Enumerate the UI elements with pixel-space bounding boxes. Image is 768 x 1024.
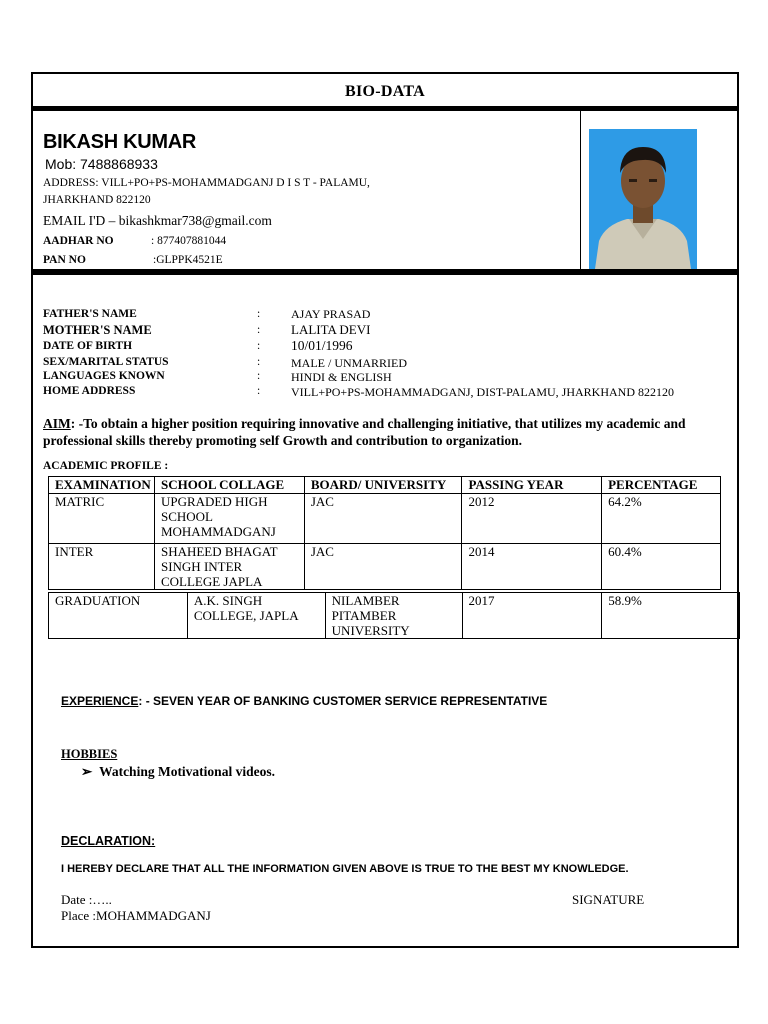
personal-label: HOME ADDRESS (43, 385, 136, 397)
column-header: BOARD/ UNIVERSITY (304, 477, 462, 494)
header-top-rule (33, 106, 739, 111)
table-cell: 58.9% (602, 593, 740, 639)
person-photo-icon (589, 129, 697, 269)
aim-label: AIM (43, 416, 71, 431)
table-cell: GRADUATION (49, 593, 188, 639)
aadhar-value: : 877407881044 (151, 235, 227, 247)
aadhar-label: AADHAR NO (43, 235, 114, 247)
table-cell: JAC (304, 494, 462, 544)
personal-sep: : (257, 340, 261, 352)
declaration-heading: DECLARATION: (61, 834, 156, 848)
address-line-2: JHARKHAND 822120 (43, 194, 151, 206)
declaration-text: I HEREBY DECLARE THAT ALL THE INFORMATION GIVEN ABOVE IS TRUE TO THE BEST MY KNOWLEDGE. (61, 863, 629, 875)
table-cell: 60.4% (602, 544, 721, 590)
aim-text-1: : -To obtain a higher position requiring innovative and challenging initiative, that utilizes my academic and (70, 416, 686, 431)
candidate-photo (589, 129, 697, 269)
photo-divider (580, 111, 581, 269)
candidate-name: BIKASH KUMAR (43, 131, 197, 153)
table-cell: 2012 (462, 494, 602, 544)
personal-value: HINDI & ENGLISH (291, 370, 392, 384)
personal-label: MOTHER'S NAME (43, 323, 152, 337)
table-cell: 64.2% (602, 494, 721, 544)
personal-label: DATE OF BIRTH (43, 340, 133, 352)
academic-table (48, 476, 721, 590)
personal-sep: : (257, 385, 261, 397)
pan-label: PAN NO (43, 254, 86, 266)
personal-value: 10/01/1996 (291, 338, 353, 353)
pan-value: :GLPPK4521E (153, 254, 223, 266)
biodata-frame (31, 72, 739, 948)
column-header: EXAMINATION (49, 477, 155, 494)
personal-label: FATHER'S NAME (43, 308, 137, 320)
hobby-item (81, 764, 275, 780)
hobby-text: Watching Motivational videos. (99, 764, 275, 779)
academic-table-graduation (48, 592, 740, 639)
address-line-1: ADDRESS: VILL+PO+PS-MOHAMMADGANJ D I S T - PALAMU, (43, 177, 370, 189)
personal-sep: : (257, 324, 261, 336)
personal-value: AJAY PRASAD (291, 307, 371, 321)
column-header: PERCENTAGE (602, 477, 721, 494)
table-cell: 2014 (462, 544, 602, 590)
table-cell: INTER (49, 544, 155, 590)
personal-value: VILL+PO+PS-MOHAMMADGANJ, DIST-PALAMU, JHARKHAND 822120 (291, 385, 675, 399)
experience-line (61, 694, 547, 708)
personal-label: SEX/MARITAL STATUS (43, 356, 169, 368)
table-row (49, 544, 721, 590)
email-address: EMAIL I'D – bikashkmar738@gmail.com (43, 213, 272, 228)
academic-heading: ACADEMIC PROFILE : (43, 460, 169, 472)
date-field: Date :….. (61, 892, 112, 907)
experience-text: : - SEVEN YEAR OF BANKING CUSTOMER SERVICE REPRESENTATIVE (138, 694, 548, 708)
table-cell: 2017 (462, 593, 602, 639)
header-bottom-rule (33, 269, 739, 275)
personal-value: LALITA DEVI (291, 322, 371, 337)
table-cell: JAC (304, 544, 462, 590)
experience-label: EXPERIENCE (61, 694, 139, 708)
table-cell: NILAMBER PITAMBER UNIVERSITY (325, 593, 462, 639)
signature-label: SIGNATURE (572, 892, 645, 907)
page-title: BIO-DATA (344, 83, 426, 100)
table-cell: MATRIC (49, 494, 155, 544)
personal-sep: : (257, 356, 261, 368)
table-cell: A.K. SINGH COLLEGE, JAPLA (187, 593, 325, 639)
mobile-number: Mob: 7488868933 (45, 156, 158, 172)
table-cell: UPGRADED HIGH SCHOOL MOHAMMADGANJ (154, 494, 304, 544)
personal-value: MALE / UNMARRIED (291, 356, 407, 370)
personal-sep: : (257, 308, 261, 320)
column-header: PASSING YEAR (462, 477, 602, 494)
table-row (49, 494, 721, 544)
table-cell: SHAHEED BHAGAT SINGH INTER COLLEGE JAPLA (154, 544, 304, 590)
column-header: SCHOOL COLLAGE (154, 477, 304, 494)
table-row (49, 593, 740, 639)
hobbies-heading: HOBBIES (61, 747, 118, 761)
aim-line-1 (43, 416, 686, 432)
aim-line-2: professional skills thereby promoting self Growth and contribution to organization. (43, 433, 523, 448)
arrow-bullet-icon: ➢ (81, 764, 93, 779)
table-header-row (49, 477, 721, 494)
personal-sep: : (257, 370, 261, 382)
place-field: Place :MOHAMMADGANJ (61, 908, 211, 923)
personal-label: LANGUAGES KNOWN (43, 370, 165, 382)
